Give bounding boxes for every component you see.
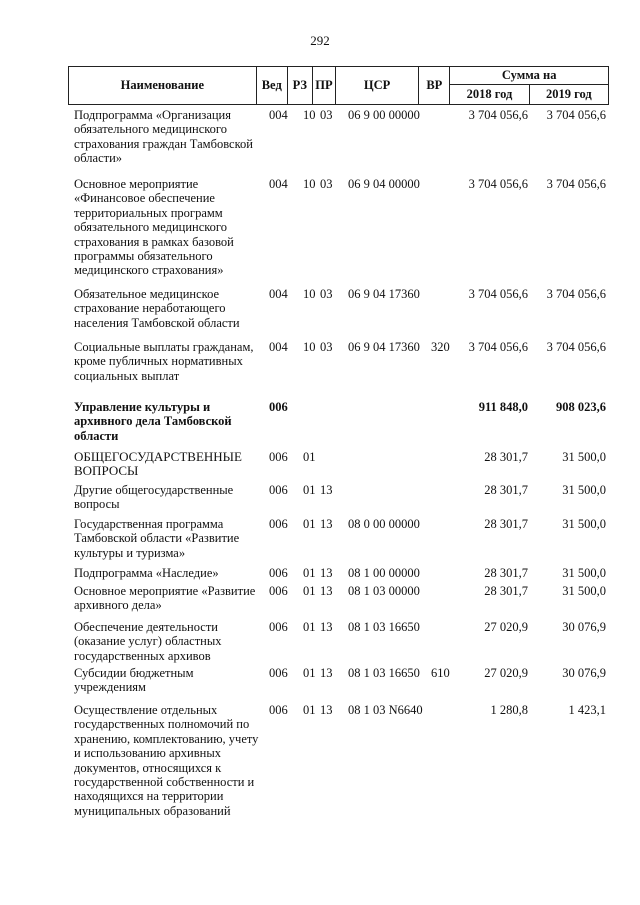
row-sum-2018: 27 020,9: [484, 620, 528, 634]
row-name: Основное мероприятие «Финансовое обеспечение территориальных программ обязательного медицинского страхования в рамках базовой программы обязательного медицинского страхования»: [74, 177, 234, 278]
row-name: ОБЩЕГОСУДАРСТВЕННЫЕ ВОПРОСЫ: [74, 449, 242, 479]
row-name: Субсидии бюджетным учреждениям: [74, 666, 194, 695]
row-name: Государственная программа Тамбовской области «Развитие культуры и туризма»: [74, 517, 240, 560]
row-sum-2019: 31 500,0: [562, 566, 606, 580]
row-sum-2019: 31 500,0: [562, 584, 606, 598]
row-csr: 08 1 03 00000: [348, 584, 420, 598]
row-rz: 10: [303, 108, 316, 122]
table-row: [74, 177, 609, 287]
table-row: [74, 450, 609, 483]
row-ved: 006: [269, 450, 288, 464]
row-rz: 10: [303, 340, 316, 354]
row-sum-2019: 31 500,0: [562, 483, 606, 497]
col-vr-header: ВР: [419, 67, 450, 105]
row-sum-2019: 30 076,9: [562, 666, 606, 680]
row-sum-2018: 3 704 056,6: [468, 340, 528, 354]
row-sum-2019: 3 704 056,6: [546, 108, 606, 122]
row-pr: 03: [320, 287, 333, 301]
row-name: Осуществление отдельных государственных полномочий по хранению, комплектованию, учету и использованию архивных документов, относящихся к государственной собственности и находящихся на территории муниципальных образований: [74, 703, 259, 818]
row-ved: 006: [269, 620, 288, 634]
row-pr: 03: [320, 108, 333, 122]
row-csr: 08 0 00 00000: [348, 517, 420, 531]
row-ved: 006: [269, 703, 288, 717]
table-row: [74, 584, 609, 620]
table-row: [74, 287, 609, 340]
col-ved-header: Вед: [256, 67, 287, 105]
row-sum-2019: 1 423,1: [568, 703, 606, 717]
table-row: [74, 620, 609, 666]
row-pr: 03: [320, 177, 333, 191]
row-rz: 01: [303, 703, 316, 717]
row-sum-2019: 908 023,6: [556, 400, 606, 414]
row-pr: 13: [320, 703, 333, 717]
row-sum-2018: 28 301,7: [484, 566, 528, 580]
row-sum-2018: 1 280,8: [490, 703, 528, 717]
row-rz: 01: [303, 517, 316, 531]
row-csr: 08 1 03 16650: [348, 620, 420, 634]
row-ved: 004: [269, 108, 288, 122]
row-pr: 13: [320, 620, 333, 634]
row-csr: 06 9 04 00000: [348, 177, 420, 191]
row-ved: 004: [269, 340, 288, 354]
row-sum-2019: 31 500,0: [562, 450, 606, 464]
row-ved: 006: [269, 483, 288, 497]
row-name: Другие общегосударственные вопросы: [74, 483, 234, 512]
row-rz: 01: [303, 450, 316, 464]
row-ved: 006: [269, 400, 288, 414]
table-row: [74, 517, 609, 566]
table-row: [74, 400, 609, 450]
table-row: [74, 566, 609, 584]
row-ved: 006: [269, 584, 288, 598]
row-csr: 08 1 00 00000: [348, 566, 420, 580]
row-rz: 01: [303, 566, 316, 580]
row-pr: 03: [320, 340, 333, 354]
table-row: [74, 703, 609, 843]
table-row: [74, 108, 609, 177]
col-name-header: Наименование: [69, 67, 257, 105]
row-rz: 10: [303, 287, 316, 301]
table-row: [74, 666, 609, 703]
row-rz: 10: [303, 177, 316, 191]
row-name: Основное мероприятие «Развитие архивного дела»: [74, 584, 256, 613]
col-rz-header: РЗ: [287, 67, 312, 105]
row-sum-2019: 3 704 056,6: [546, 177, 606, 191]
col-pr-header: ПР: [312, 67, 335, 105]
row-vr: 610: [431, 666, 450, 680]
row-vr: 320: [431, 340, 450, 354]
row-pr: 13: [320, 483, 333, 497]
row-csr: 06 9 04 17360: [348, 340, 420, 354]
row-name: Социальные выплаты гражданам, кроме публичных нормативных социальных выплат: [74, 340, 254, 383]
col-csr-header: ЦСР: [335, 67, 418, 105]
row-sum-2018: 28 301,7: [484, 483, 528, 497]
row-sum-2018: 3 704 056,6: [468, 108, 528, 122]
table-header: [68, 66, 609, 105]
row-pr: 13: [320, 517, 333, 531]
table-row: [74, 340, 609, 400]
row-sum-2018: 28 301,7: [484, 517, 528, 531]
page-number: 292: [310, 33, 330, 48]
col-2018-header: 2018 год: [450, 85, 529, 105]
row-pr: 13: [320, 566, 333, 580]
row-name: Управление культуры и архивного дела Тамбовской области: [74, 400, 232, 443]
row-pr: 13: [320, 584, 333, 598]
row-sum-2019: 31 500,0: [562, 517, 606, 531]
row-sum-2018: 3 704 056,6: [468, 287, 528, 301]
table-row: [74, 483, 609, 517]
row-pr: 13: [320, 666, 333, 680]
row-sum-2019: 3 704 056,6: [546, 340, 606, 354]
row-rz: 01: [303, 483, 316, 497]
row-csr: 08 1 03 N6640: [348, 703, 423, 717]
row-ved: 006: [269, 666, 288, 680]
row-rz: 01: [303, 666, 316, 680]
row-sum-2018: 27 020,9: [484, 666, 528, 680]
row-csr: 06 9 04 17360: [348, 287, 420, 301]
row-sum-2018: 911 848,0: [478, 400, 528, 414]
row-sum-2019: 30 076,9: [562, 620, 606, 634]
row-name: Обязательное медицинское страхование неработающего населения Тамбовской области: [74, 287, 240, 330]
row-ved: 006: [269, 517, 288, 531]
row-ved: 006: [269, 566, 288, 580]
table-body: [74, 108, 609, 843]
sum-header: Сумма на: [450, 67, 609, 85]
row-name: Подпрограмма «Организация обязательного медицинского страхования граждан Тамбовской области»: [74, 108, 253, 166]
row-sum-2018: 28 301,7: [484, 450, 528, 464]
row-csr: 08 1 03 16650: [348, 666, 420, 680]
row-sum-2018: 3 704 056,6: [468, 177, 528, 191]
col-2019-header: 2019 год: [529, 85, 608, 105]
row-name: Подпрограмма «Наследие»: [74, 566, 219, 580]
row-sum-2019: 3 704 056,6: [546, 287, 606, 301]
row-ved: 004: [269, 287, 288, 301]
row-rz: 01: [303, 584, 316, 598]
row-name: Обеспечение деятельности (оказание услуг) областных государственных архивов: [74, 620, 222, 663]
row-csr: 06 9 00 00000: [348, 108, 420, 122]
row-sum-2018: 28 301,7: [484, 584, 528, 598]
row-rz: 01: [303, 620, 316, 634]
row-ved: 004: [269, 177, 288, 191]
